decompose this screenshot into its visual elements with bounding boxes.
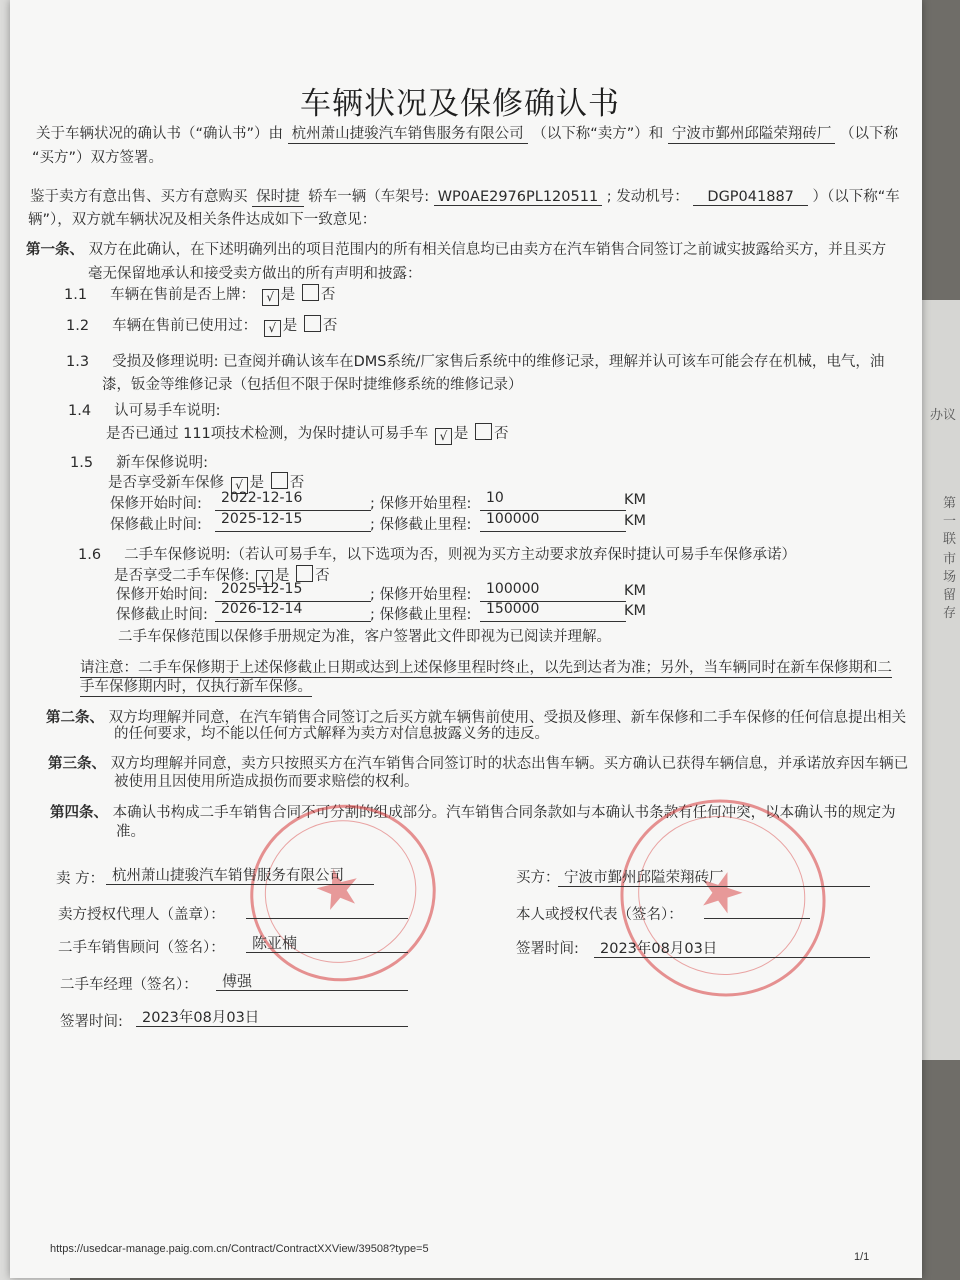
page-number: 1/1 xyxy=(854,1251,870,1263)
item-1-5: 1.5 新车保修说明: xyxy=(70,455,208,471)
document-page xyxy=(10,0,922,1278)
buyer-company-seal: ★ xyxy=(595,773,851,1023)
used-warranty-no-checkbox[interactable] xyxy=(296,565,313,582)
new-start-label: 保修开始时间: xyxy=(110,496,202,512)
intro-seller: 杭州萧山捷骏汽车销售服务有限公司 xyxy=(288,122,528,144)
used-warranty-yes-checkbox[interactable]: √ xyxy=(256,570,273,587)
footer-url: https://usedcar-manage.paig.com.cn/Contract/ContractXXView/39508?type=5 xyxy=(50,1243,429,1255)
intro-line-4: 辆”），双方就车辆状况及相关条件达成如下一致意见： xyxy=(28,212,377,228)
new-end-km-field[interactable]: 100000 xyxy=(480,511,626,532)
new-start-date-field[interactable]: 2022-12-16 xyxy=(215,490,371,511)
notice-line-2: 手车保修期内时，仅执行新车保修。 xyxy=(80,675,312,697)
km-unit: KM xyxy=(624,492,647,508)
used-start-label: 保修开始时间: xyxy=(116,587,208,603)
new-end-km-label: ; 保修截止里程: xyxy=(370,517,472,533)
new-end-date-field[interactable]: 2025-12-15 xyxy=(215,511,371,532)
used-start-km-field[interactable]: 100000 xyxy=(480,581,626,602)
intro-brand: 保时捷 xyxy=(252,185,304,207)
intro-line-3: 鉴于卖方有意出售、买方有意购买 保时捷 轿车一辆（车架号: WP0AE2976PL120511 ; 发动机号： DGP041887 ）（以下称“车 xyxy=(30,185,900,207)
background-side-text: 存 xyxy=(942,606,956,621)
article-2-line-1: 第二条、 双方均理解并同意，在汽车销售合同签订之后买方就车辆售前使用、受损及修理、新车保修和二手车保修的任何信息提出相关 xyxy=(46,710,907,726)
item-1-3-cont: 漆，钣金等维修记录（包括但不限于保时捷维修系统的维修记录） xyxy=(102,377,523,393)
certified-no-checkbox[interactable] xyxy=(475,423,492,440)
new-warranty-no-checkbox[interactable] xyxy=(271,472,288,489)
seller-sign-label: 卖 方： xyxy=(56,871,105,887)
used-end-km-label: ; 保修截止里程: xyxy=(370,607,472,623)
background-side-text: 联 xyxy=(942,532,956,547)
intro-buyer: 宁波市鄞州邱隘荣翔砖厂 xyxy=(668,122,836,144)
buyer-rep-label: 本人或授权代表（签名）： xyxy=(516,907,683,923)
seller-date-label: 签署时间: xyxy=(60,1014,123,1030)
buyer-sign-label: 买方： xyxy=(516,870,560,886)
seller-company-seal: ★ xyxy=(231,785,454,1001)
background-side-text: 市 xyxy=(942,552,956,567)
used-no-checkbox[interactable] xyxy=(304,315,321,332)
plated-no-checkbox[interactable] xyxy=(302,284,319,301)
article-3-line-2: 被使用且因使用所造成损伤而要求赔偿的权利。 xyxy=(114,774,419,790)
consultant-label: 二手车销售顾问（签名）： xyxy=(58,940,225,956)
item-1-4-question: 是否已通过 111项技术检测，为保时捷认可易手车 √ 是 否 xyxy=(106,422,509,445)
used-end-km-field[interactable]: 150000 xyxy=(480,601,626,622)
article-2-label: 第二条、 xyxy=(46,710,104,726)
seller-agent-field[interactable] xyxy=(246,898,408,919)
intro-line-2: “买方”）双方签署。 xyxy=(32,150,164,166)
item-1-2: 1.2 车辆在售前已使用过： √ 是 否 xyxy=(66,314,337,337)
article-1-label: 第一条、 xyxy=(26,242,84,258)
article-4-line-1: 第四条、 本确认书构成二手车销售合同不可分割的组成部分。汽车销售合同条款如与本确认书条款有任何冲突，以本确认书的规定为 xyxy=(50,805,896,821)
article-3-line-1: 第三条、 双方均理解并同意，卖方只按照买方在汽车销售合同签订时的状态出售车辆。买方确认已获得车辆信息，并承诺放弃因车辆已 xyxy=(48,756,909,772)
notice-line-1: 请注意：二手车保修期于上述保修截止日期或达到上述保修里程时终止，以先到达者为准；另外，当车辆同时在新车保修期和二 xyxy=(80,656,892,678)
used-start-date-field[interactable]: 2025-12-15 xyxy=(215,581,371,602)
used-warranty-scope: 二手车保修范围以保修手册规定为准，客户签署此文件即视为已阅读并理解。 xyxy=(118,629,611,645)
document-title: 车辆状况及保修确认书 xyxy=(300,86,620,122)
intro-engine: DGP041887 xyxy=(693,189,808,206)
item-1-5-question: 是否享受新车保修 √ 是 否 xyxy=(108,471,304,494)
item-1-3: 1.3 受损及修理说明: 已查阅并确认该车在DMS系统/厂家售后系统中的维修记录，理解并认可该车可能会存在机械，电气，油 xyxy=(66,354,885,370)
intro-vin: WP0AE2976PL120511 xyxy=(434,189,602,206)
item-1-6-question: 是否享受二手车保修: √ 是 否 xyxy=(114,564,330,587)
article-1-line-2: 毫无保留地承认和接受卖方做出的所有声明和披露： xyxy=(88,266,422,282)
article-1-line-1: 第一条、 双方在此确认，在下述明确列出的项目范围内的所有相关信息均已由卖方在汽车销售合同签订之前诚实披露给买方，并且买方 xyxy=(26,242,887,258)
used-start-km-label: ; 保修开始里程: xyxy=(370,587,472,603)
km-unit: KM xyxy=(624,583,647,599)
buyer-date-field[interactable]: 2023年08月03日 xyxy=(594,937,870,958)
seller-sign-field[interactable]: 杭州萧山捷骏汽车销售服务有限公司 xyxy=(106,864,374,885)
seller-date-field[interactable]: 2023年08月03日 xyxy=(136,1006,408,1027)
km-unit: KM xyxy=(624,603,647,619)
intro-line-1: 关于车辆状况的确认书（“确认书”）由 杭州萧山捷骏汽车销售服务有限公司 （以下称“卖方”）和 宁波市鄞州邱隘荣翔砖厂 （以下称 xyxy=(36,122,898,144)
background-side-text: 办议 xyxy=(929,408,956,423)
used-end-label: 保修截止时间: xyxy=(116,607,208,623)
seller-agent-label: 卖方授权代理人（盖章）： xyxy=(58,907,225,923)
new-warranty-yes-checkbox[interactable]: √ xyxy=(231,477,248,494)
item-1-1: 1.1 车辆在售前是否上牌： √ 是 否 xyxy=(64,283,335,306)
km-unit: KM xyxy=(624,513,647,529)
background-side-text: 第 xyxy=(942,496,956,511)
article-3-label: 第三条、 xyxy=(48,756,106,772)
new-end-label: 保修截止时间: xyxy=(110,517,202,533)
new-start-km-field[interactable]: 10 xyxy=(480,490,626,511)
certified-yes-checkbox[interactable]: √ xyxy=(435,428,452,445)
article-4-label: 第四条、 xyxy=(50,805,108,821)
consultant-signature[interactable]: 陈亚楠 xyxy=(246,932,408,953)
buyer-rep-field[interactable] xyxy=(704,898,810,919)
article-4-line-2: 准。 xyxy=(116,824,145,840)
buyer-date-label: 签署时间: xyxy=(516,941,579,957)
item-1-6: 1.6 二手车保修说明:（若认可易手车，以下选项为否，则视为买方主动要求放弃保时捷认可易手车保修承诺） xyxy=(78,547,796,563)
item-1-4: 1.4 认可易手车说明: xyxy=(68,403,221,419)
background-side-text: 场 xyxy=(942,570,956,585)
background-side-text: 留 xyxy=(942,588,956,603)
plated-yes-checkbox[interactable]: √ xyxy=(262,289,279,306)
manager-signature[interactable]: 傅强 xyxy=(216,970,408,991)
article-2-line-2: 的任何要求，均不能以任何方式解释为卖方对信息披露义务的违反。 xyxy=(114,726,549,742)
new-start-km-label: ; 保修开始里程: xyxy=(370,496,472,512)
buyer-sign-field[interactable]: 宁波市鄞州邱隘荣翔砖厂 xyxy=(558,866,870,887)
used-yes-checkbox[interactable]: √ xyxy=(264,320,281,337)
manager-label: 二手车经理（签名）： xyxy=(60,977,198,993)
background-side-text: 一 xyxy=(942,514,956,529)
used-end-date-field[interactable]: 2026-12-14 xyxy=(215,601,371,622)
